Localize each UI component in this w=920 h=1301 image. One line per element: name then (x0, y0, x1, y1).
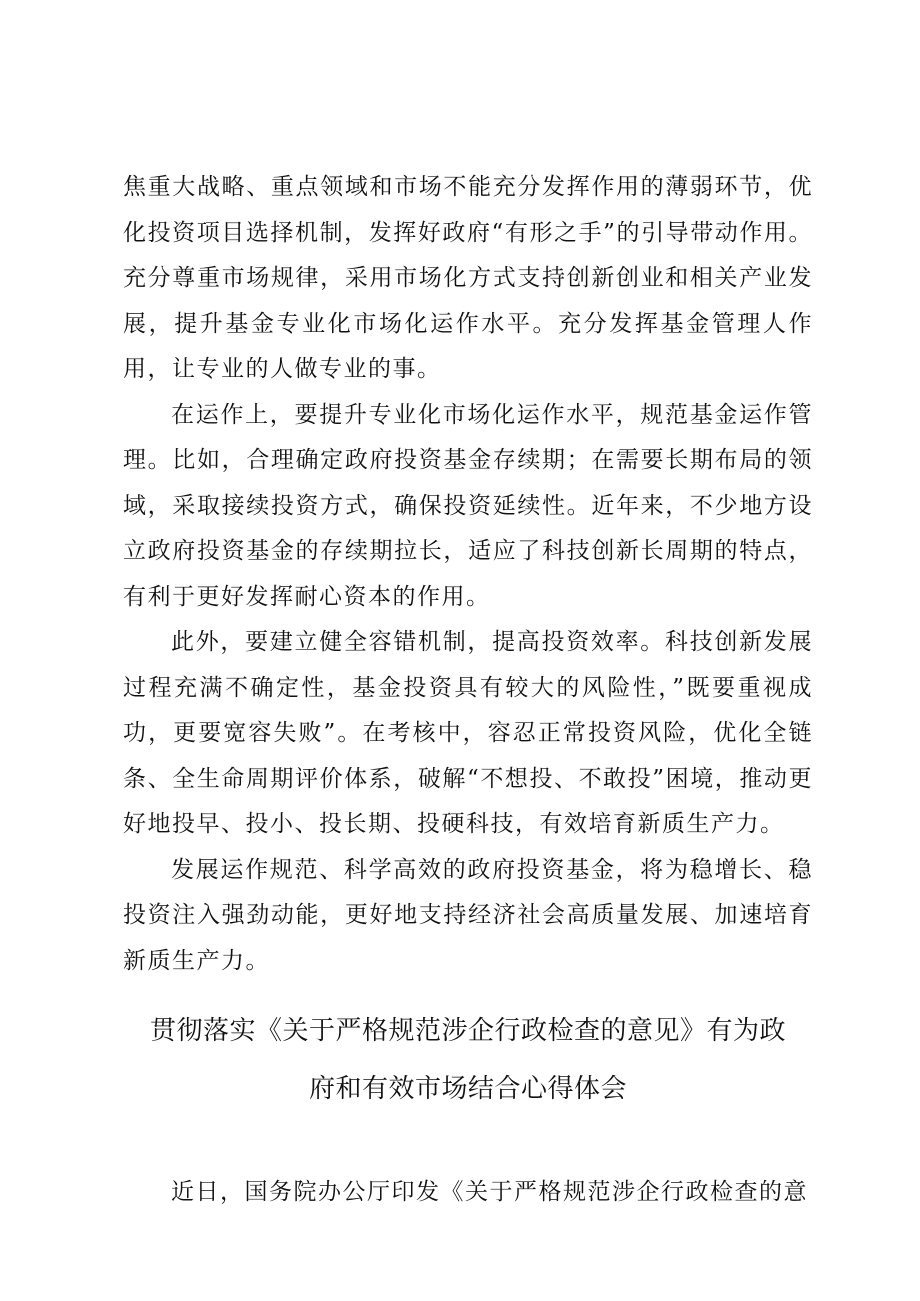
body-paragraph-intro: 近日，国务院办公厅印发《关于严格规范涉企行政检查的意 (171, 1179, 808, 1205)
section-title (123, 1002, 813, 1118)
body-paragraph-fault-tolerance: 此外，要建立健全容错机制，提高投资效率。科技创新发展过程充满不确定性，基金投资具有较大的风险性，”既要重视成功，更要宽容失败”。在考核中，容忍正常投资风险，优化全链条、全生命周期评价体系，破解“不想投、不敢投”困境，推动更好地投早、投小、投长期、投硬科技，有效培育新质生产力。 (123, 629, 813, 837)
body-paragraph-operation: 在运作上，要提升专业化市场化运作水平，规范基金运作管理。比如，合理确定政府投资基金存续期；在需要长期布局的领域，采取接续投资方式，确保投资延续性。近年来，不少地方设立政府投资基金的存续期拉长，适应了科技创新长周期的特点，有利于更好发挥耐心资本的作用。 (123, 401, 813, 610)
document-body (123, 165, 813, 1216)
body-paragraph-conclusion: 发展运作规范、科学高效的政府投资基金，将为稳增长、稳投资注入强劲动能，更好地支持经济社会高质量发展、加速培育新质生产力。 (123, 856, 813, 974)
body-paragraph-continued: 焦重大战略、重点领域和市场不能充分发挥作用的薄弱环节，优化投资项目选择机制，发挥好政府“有形之手”的引导带动作用。充分尊重市场规律，采用市场化方式支持创新创业和相关产业发展，提升基金专业化市场化运作水平。充分发挥基金管理人作用，让专业的人做专业的事。 (123, 174, 813, 382)
section-title-line-1: 贯彻落实《关于严格规范涉企行政检查的意见》有为政 (149, 1016, 786, 1046)
section-title-line-2: 府和有效市场结合心得体会 (308, 1074, 627, 1104)
